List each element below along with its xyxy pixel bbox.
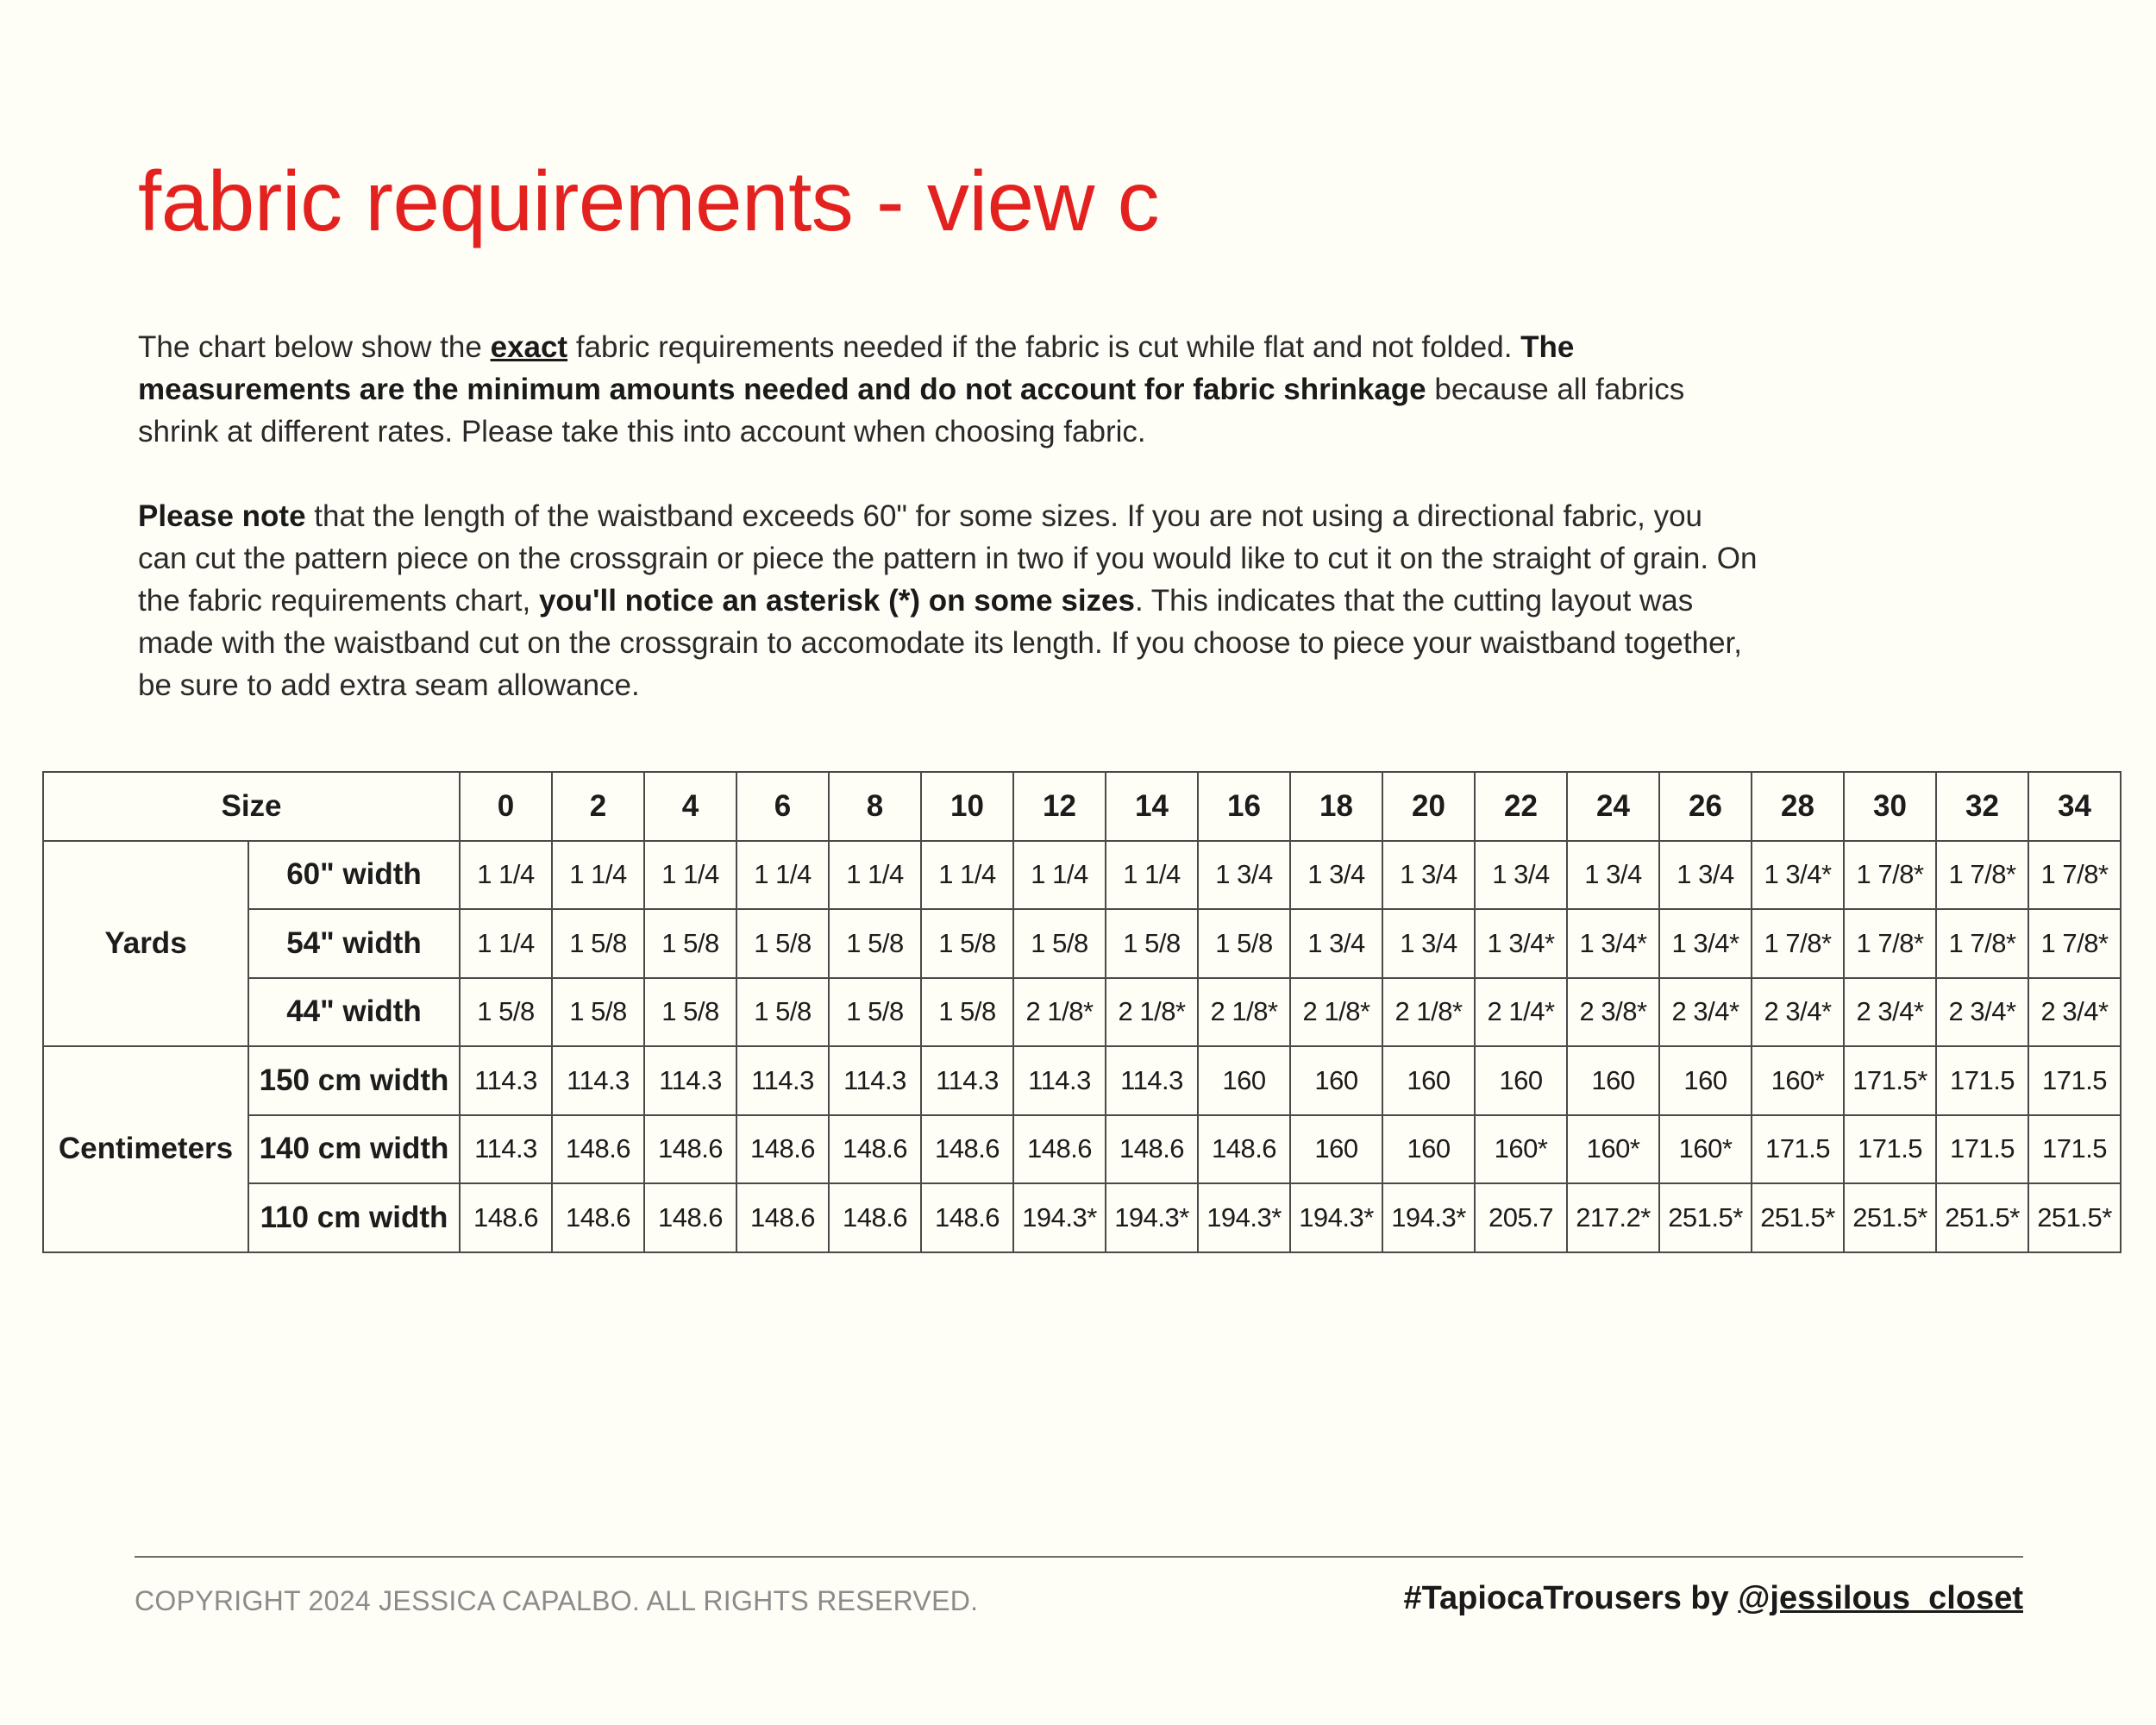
size-header-cell: 24 — [1567, 772, 1659, 841]
requirement-cell: 1 7/8* — [2028, 909, 2121, 978]
requirement-cell: 160 — [1567, 1046, 1659, 1115]
requirement-cell: 1 5/8 — [736, 909, 829, 978]
requirement-cell: 148.6 — [552, 1183, 644, 1252]
requirement-cell: 1 7/8* — [1844, 909, 1936, 978]
emphasis-minimum-amounts: The measurements are the minimum amounts needed and do not account for fabric shrinkage — [138, 330, 1575, 406]
requirement-cell: 1 3/4* — [1567, 909, 1659, 978]
size-header-cell: 0 — [460, 772, 552, 841]
size-header-row — [43, 772, 2121, 841]
requirement-cell: 114.3 — [736, 1046, 829, 1115]
requirement-cell: 1 7/8* — [1752, 909, 1844, 978]
intro-text-segment: . This indicates that the cutting layout was made with the waistband cut on the crossgrain to accomodate its length. If you choose to piece your waistband together, be sure to add extra seam allowance. — [138, 584, 1742, 702]
requirement-cell: 148.6 — [552, 1115, 644, 1184]
requirement-cell: 2 3/4* — [1844, 978, 1936, 1047]
requirement-cell: 114.3 — [1106, 1046, 1198, 1115]
table-row — [43, 978, 2121, 1047]
size-header-cell: 2 — [552, 772, 644, 841]
requirement-cell: 171.5 — [1936, 1046, 2028, 1115]
requirement-cell: 251.5* — [1659, 1183, 1752, 1252]
fabric-width-label: 110 cm width — [248, 1183, 460, 1252]
table-row — [43, 841, 2121, 910]
size-header-label: Size — [43, 772, 460, 841]
requirement-cell: 1 5/8 — [921, 909, 1013, 978]
requirement-cell: 194.3* — [1013, 1183, 1106, 1252]
requirement-cell: 1 3/4 — [1659, 841, 1752, 910]
table-row — [43, 909, 2121, 978]
table-row — [43, 1115, 2121, 1184]
requirement-cell: 160 — [1290, 1046, 1382, 1115]
requirement-cell: 160 — [1475, 1046, 1567, 1115]
requirement-cell: 114.3 — [829, 1046, 921, 1115]
requirement-cell: 1 7/8* — [1844, 841, 1936, 910]
requirement-cell: 114.3 — [460, 1046, 552, 1115]
unit-group-label: Yards — [43, 841, 248, 1047]
requirement-cell: 1 1/4 — [644, 841, 736, 910]
requirement-cell: 148.6 — [644, 1183, 736, 1252]
requirement-cell: 1 5/8 — [552, 978, 644, 1047]
size-header-cell: 34 — [2028, 772, 2121, 841]
requirement-cell: 1 1/4 — [1013, 841, 1106, 910]
hashtag-credit — [1403, 1580, 2023, 1617]
size-header-cell: 12 — [1013, 772, 1106, 841]
size-header-cell: 6 — [736, 772, 829, 841]
requirement-cell: 2 1/8* — [1290, 978, 1382, 1047]
fabric-requirements-table — [42, 771, 2122, 1253]
fabric-width-label: 140 cm width — [248, 1115, 460, 1184]
requirement-cell: 1 7/8* — [1936, 909, 2028, 978]
requirement-cell: 194.3* — [1106, 1183, 1198, 1252]
intro-text-segment: The chart below show the — [138, 330, 491, 364]
requirement-cell: 148.6 — [829, 1115, 921, 1184]
requirement-cell: 1 5/8 — [1198, 909, 1290, 978]
fabric-width-label: 60" width — [248, 841, 460, 910]
requirement-cell: 1 5/8 — [460, 978, 552, 1047]
size-header-cell: 22 — [1475, 772, 1567, 841]
requirement-cell: 160 — [1290, 1115, 1382, 1184]
requirement-cell: 148.6 — [1198, 1115, 1290, 1184]
requirement-cell: 1 3/4 — [1567, 841, 1659, 910]
requirement-cell: 251.5* — [1844, 1183, 1936, 1252]
requirement-cell: 160* — [1752, 1046, 1844, 1115]
requirement-cell: 171.5 — [1936, 1115, 2028, 1184]
requirement-cell: 160 — [1382, 1115, 1475, 1184]
requirement-cell: 114.3 — [921, 1046, 1013, 1115]
requirement-cell: 1 3/4* — [1659, 909, 1752, 978]
requirement-cell: 1 7/8* — [1936, 841, 2028, 910]
requirement-cell: 1 5/8 — [921, 978, 1013, 1047]
table-body — [43, 841, 2121, 1252]
size-header-cell: 8 — [829, 772, 921, 841]
page-title: fabric requirements - view c — [138, 154, 1160, 248]
requirement-cell: 1 1/4 — [736, 841, 829, 910]
requirement-cell: 1 5/8 — [829, 909, 921, 978]
requirement-cell: 251.5* — [1936, 1183, 2028, 1252]
requirement-cell: 1 1/4 — [921, 841, 1013, 910]
requirement-cell: 1 7/8* — [2028, 841, 2121, 910]
emphasis-asterisk-note: you'll notice an asterisk (*) on some sizes — [538, 584, 1135, 618]
requirement-cell: 1 3/4 — [1382, 909, 1475, 978]
intro-paragraph-1 — [138, 326, 1759, 453]
requirement-cell: 160 — [1198, 1046, 1290, 1115]
requirement-cell: 2 3/4* — [2028, 978, 2121, 1047]
unit-group-label: Centimeters — [43, 1046, 248, 1252]
requirement-cell: 1 5/8 — [829, 978, 921, 1047]
requirement-cell: 2 1/8* — [1106, 978, 1198, 1047]
table-row — [43, 1046, 2121, 1115]
size-header-cell: 10 — [921, 772, 1013, 841]
requirement-cell: 1 1/4 — [1106, 841, 1198, 910]
requirement-cell: 1 1/4 — [460, 909, 552, 978]
requirement-cell: 148.6 — [736, 1115, 829, 1184]
requirement-cell: 148.6 — [1106, 1115, 1198, 1184]
requirement-cell: 1 3/4 — [1475, 841, 1567, 910]
requirement-cell: 194.3* — [1290, 1183, 1382, 1252]
requirement-cell: 148.6 — [736, 1183, 829, 1252]
requirement-cell: 1 5/8 — [644, 909, 736, 978]
table-row — [43, 1183, 2121, 1252]
requirement-cell: 194.3* — [1382, 1183, 1475, 1252]
requirement-cell: 160* — [1659, 1115, 1752, 1184]
requirement-cell: 1 5/8 — [644, 978, 736, 1047]
requirement-cell: 171.5 — [2028, 1115, 2121, 1184]
requirement-cell: 171.5 — [1752, 1115, 1844, 1184]
size-header-cell: 14 — [1106, 772, 1198, 841]
requirement-cell: 148.6 — [1013, 1115, 1106, 1184]
requirement-cell: 148.6 — [921, 1115, 1013, 1184]
intro-text-segment: fabric requirements needed if the fabric is cut while flat and not folded. — [567, 330, 1521, 364]
requirement-cell: 251.5* — [2028, 1183, 2121, 1252]
requirement-cell: 160* — [1567, 1115, 1659, 1184]
requirement-cell: 2 1/8* — [1198, 978, 1290, 1047]
size-header-cell: 32 — [1936, 772, 2028, 841]
requirement-cell: 217.2* — [1567, 1183, 1659, 1252]
requirement-cell: 171.5 — [1844, 1115, 1936, 1184]
requirement-cell: 1 1/4 — [829, 841, 921, 910]
requirement-cell: 148.6 — [921, 1183, 1013, 1252]
fabric-width-label: 54" width — [248, 909, 460, 978]
requirement-cell: 114.3 — [644, 1046, 736, 1115]
emphasis-exact: exact — [490, 330, 568, 364]
size-header-cell: 20 — [1382, 772, 1475, 841]
requirement-cell: 1 3/4 — [1290, 909, 1382, 978]
copyright-notice: COPYRIGHT 2024 JESSICA CAPALBO. ALL RIGHTS RESERVED. — [135, 1585, 979, 1616]
requirement-cell: 148.6 — [829, 1183, 921, 1252]
requirement-cell: 1 3/4 — [1290, 841, 1382, 910]
requirement-cell: 1 3/4 — [1382, 841, 1475, 910]
requirement-cell: 114.3 — [1013, 1046, 1106, 1115]
requirement-cell: 1 1/4 — [552, 841, 644, 910]
requirement-cell: 2 3/4* — [1659, 978, 1752, 1047]
credit-prefix: #TapiocaTrousers by — [1403, 1580, 1739, 1616]
intro-text — [138, 326, 1759, 749]
requirement-cell: 114.3 — [460, 1115, 552, 1184]
size-header-cell: 4 — [644, 772, 736, 841]
requirement-cell: 160 — [1659, 1046, 1752, 1115]
size-header-cell: 18 — [1290, 772, 1382, 841]
size-header-cell: 30 — [1844, 772, 1936, 841]
fabric-width-label: 150 cm width — [248, 1046, 460, 1115]
requirement-cell: 160* — [1475, 1115, 1567, 1184]
social-handle-link[interactable]: @jessilous_closet — [1738, 1580, 2023, 1616]
requirement-cell: 1 3/4* — [1752, 841, 1844, 910]
requirement-cell: 1 5/8 — [736, 978, 829, 1047]
fabric-width-label: 44" width — [248, 978, 460, 1047]
requirement-cell: 148.6 — [460, 1183, 552, 1252]
requirement-cell: 194.3* — [1198, 1183, 1290, 1252]
requirement-cell: 2 1/8* — [1013, 978, 1106, 1047]
requirement-cell: 1 5/8 — [1106, 909, 1198, 978]
requirement-cell: 171.5* — [1844, 1046, 1936, 1115]
requirement-cell: 1 3/4 — [1198, 841, 1290, 910]
requirement-cell: 1 1/4 — [460, 841, 552, 910]
requirement-cell: 1 3/4* — [1475, 909, 1567, 978]
requirement-cell: 2 1/4* — [1475, 978, 1567, 1047]
requirement-cell: 205.7 — [1475, 1183, 1567, 1252]
footer-divider — [135, 1556, 2023, 1558]
requirement-cell: 114.3 — [552, 1046, 644, 1115]
requirement-cell: 148.6 — [644, 1115, 736, 1184]
requirement-cell: 2 1/8* — [1382, 978, 1475, 1047]
requirement-cell: 2 3/4* — [1936, 978, 2028, 1047]
size-header-cell: 16 — [1198, 772, 1290, 841]
size-header-cell: 28 — [1752, 772, 1844, 841]
intro-text-segment: because all fabrics shrink at different rates. Please take this into account when choosing fabric. — [138, 373, 1685, 448]
requirement-cell: 1 5/8 — [1013, 909, 1106, 978]
size-header-cell: 26 — [1659, 772, 1752, 841]
requirement-cell: 2 3/4* — [1752, 978, 1844, 1047]
requirement-cell: 1 5/8 — [552, 909, 644, 978]
requirement-cell: 2 3/8* — [1567, 978, 1659, 1047]
requirement-cell: 171.5 — [2028, 1046, 2121, 1115]
intro-text-segment: that the length of the waistband exceeds 60" for some sizes. If you are not using a directional fabric, you can cut the pattern piece on the crossgrain or piece the pattern in two if you would like to cut it on the straight of grain. On the fabric requirements chart, — [138, 499, 1758, 618]
requirement-cell: 251.5* — [1752, 1183, 1844, 1252]
intro-paragraph-2 — [138, 495, 1759, 706]
requirement-cell: 160 — [1382, 1046, 1475, 1115]
emphasis-please-note: Please note — [138, 499, 306, 533]
